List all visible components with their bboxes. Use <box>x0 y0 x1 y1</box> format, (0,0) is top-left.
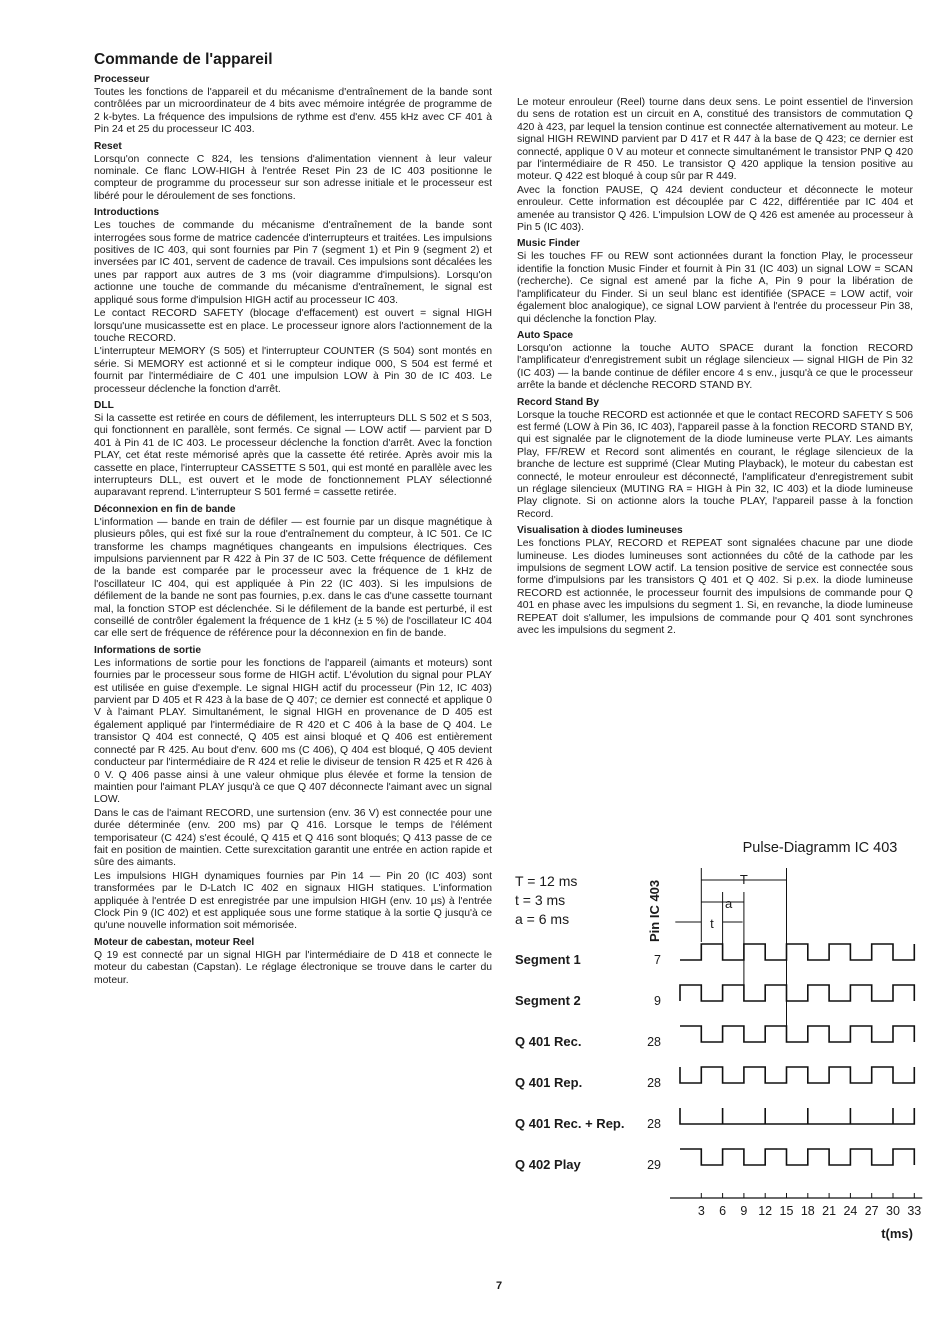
section-paragraph: Les touches de commande du mécanisme d'entraînement de la bande sont interrogées sous forme de matrice cadencée d'interrupteurs et traitées. Les impulsions positives de IC 403, qui sont fournies par Pin 7 (segment 1) et Pin 9 (segment 2) et inversées par IC 401, servent de cadence de travail. Ces impulsions sont décalées les unes par rapport aux autres de 3 ms (voir diagramme d'impulsions). Lorsqu'on actionne une touche de commande du mécanisme d'entraînement, le signal est appliqué sous forme d'impulsion HIGH actif au processeur IC 403. <box>94 220 492 306</box>
mark-t-label: t <box>710 916 714 931</box>
section-paragraph: Le contact RECORD SAFETY (blocage d'effacement) est ouvert = signal HIGH lorsqu'une musicassette est en place. Le processeur ignore alors l'actionnement de la touche RECORD. <box>94 308 492 344</box>
x-tick-label: 15 <box>779 1204 794 1218</box>
section-paragraph: L'information — bande en train de défiler — est fournie par un disque magnétique à plusieurs pôles, qui est fixé sur la roue d'entraînement du compteur, à IC 501. Ce IC transforme les champs magnétiques changeants en impulsions électriques. Ces impulsions parviennent par R 422 à Pin 37 de IC 503. Cette fréquence de défilement de la bande est comparée par le processeur avec la fréquence de 1 kHz de l'oscillateur IC 404, qui est appliquée à Pin 22 (IC 403). Si les impulsions de défilement de la bande ne sont pas fournies, p.ex. dans le cas d'une cassette tournant mal, la fonction STOP est déclenchée. Si le défilement de la bande est perturbé, il est conseillé de contrôler également la fréquence de 1 kHz (± 5 %) de l'oscillateur IC 404 car elle sert de fréquence de référence pour la déconnexion en fin de bande. <box>94 516 492 640</box>
signal-label: Q 401 Rec. <box>515 1034 582 1049</box>
section-paragraph: Lorsque la touche RECORD est actionnée et que le contact RECORD SAFETY S 506 est fermé (LOW à Pin 36, IC 403), l'appareil passe à la fonction RECORD STAND BY, qui est signalée par le clignotement de la diode lumineuse verte PLAY. Les aimants Play, FF/REW et Record sont alimentés en courant, le réglage silencieux de la branche de lecture est supprimé (Clear Muting Playback), le moteur du cabestan est connecté, le moteur enrouleur est déconnecté, l'amplificateur d'enregistrement subit un réglage silencieux (MUTING RA = HIGH à Pin 32, IC 403) et la diode lumineuse Play clignote. Si on actionne alors la touche PLAY, l'appareil passe à la fonction Record. <box>517 409 913 520</box>
signal-label: Segment 1 <box>515 952 581 967</box>
section-paragraph: Toutes les fonctions de l'appareil et du mécanisme d'entraînement de la bande sont contrôlées par un microordinateur de 4 bits avec mémoire intégrée de programme de 2 k-bytes. La fréquence des impulsions de rythme est d'env. 455 kHz avec CF 401 à Pin 24 et 25 du processeur IC 403. <box>94 87 492 136</box>
x-axis-unit: t(ms) <box>881 1226 913 1241</box>
x-tick-label: 9 <box>740 1204 748 1218</box>
section-paragraph: Si les touches FF ou REW sont actionnées durant la fonction Play, le processeur identifie la fonction Music Finder et fournit à Pin 31 (IC 403) un signal LOW = SCAN (recherche). Ce signal est amené par la fiche A, Pin 9 pour la libération de l'amplificateur du Finder. Si un seul blanc est identifiée (SPACE = LOW actif, voir également bloc analogique), ce signal LOW parvient à l'entrée du processeur Pin 38, qui déclenche la fonction Play. <box>517 251 913 325</box>
section-heading: Reset <box>94 140 122 152</box>
signal-waveform <box>680 1149 914 1165</box>
signal-waveform <box>680 1026 914 1042</box>
signal-waveform <box>680 985 914 1001</box>
right-column <box>517 97 913 638</box>
section-paragraph: Lorsqu'on actionne la touche AUTO SPACE durant la fonction RECORD l'amplificateur d'enregistrement subit un réglage silencieux — signal HIGH de Pin 32 (IC 403) — la bande continue de défiler encore 4 s env., jusqu'à ce que le processeur arrête la bande et déclenche RECORD STAND BY. <box>517 342 913 392</box>
signal-pin: 28 <box>647 1035 661 1049</box>
section-paragraph: Q 19 est connecté par un signal HIGH par l'intermédiaire de D 418 et connecte le moteur du cabestan (Capstan). Le réglage électronique se trouve dans le carter du moteur. <box>94 949 492 986</box>
section-heading: Informations de sortie <box>94 644 201 656</box>
section-heading: Auto Space <box>517 329 574 341</box>
signal-pin: 28 <box>647 1076 661 1090</box>
x-tick-label: 24 <box>843 1204 858 1218</box>
right-sections <box>517 97 913 637</box>
section-heading: Record Stand By <box>517 396 600 408</box>
signal-pin: 29 <box>647 1158 661 1172</box>
signal-waveform <box>680 1108 914 1124</box>
signal-label: Q 401 Rep. <box>515 1075 583 1090</box>
section-paragraph: Avec la fonction PAUSE, Q 424 devient conducteur et déconnecte le moteur enrouleur. Cette information est découplée par C 422, différentiée par IC 404 et amenée au transistor Q 426. L'impulsion LOW de Q 426 est amenée au processeur à Pin 5 (IC 403). <box>517 184 913 234</box>
mark-T-label: T <box>739 872 748 887</box>
section-heading: Déconnexion en fin de bande <box>94 503 236 515</box>
left-sections <box>94 73 492 987</box>
section-heading: Processeur <box>94 74 150 85</box>
page-number: 7 <box>496 1280 503 1292</box>
section-paragraph: Lorsqu'on connecte C 824, les tensions d'alimentation viennent à leur valeur nominale. Ce flanc LOW-HIGH à l'entrée Reset Pin 23 de IC 403 positionne le compteur de programme du processeur sur son adresse initiale et le processeur est libéré pour le déroulement de ses fonctions. <box>94 153 492 202</box>
pin-label: Pin IC 403 <box>647 879 662 942</box>
section-heading: Music Finder <box>517 238 580 250</box>
section-heading: Moteur de cabestan, moteur Reel <box>94 936 255 948</box>
x-tick-label: 30 <box>886 1204 900 1218</box>
section-paragraph: Si la cassette est retirée en cours de défilement, les interrupteurs DLL S 502 et S 503, qui fonctionnent en parallèle, sont fermés. Ce signal — LOW actif — parvient par D 401 à Pin 41 de IC 403. Le processeur déclenche la fonction d'arrêt. Avec la fonction PLAY, cet état reste mémorisé après que la cassette été retirée. Après avoir mis la cassette en place, l'interrupteur CASSETTE S 501, qui est monté en parallèle avec les interrupteurs DLL, est ouvert et le mode de fonctionnement PLAY sélectionné auparavant reprend. L'interrupteur S 501 fermé = cassette retirée. <box>94 412 492 499</box>
x-tick-label: 33 <box>907 1204 922 1218</box>
x-tick-label: 12 <box>758 1204 773 1218</box>
signal-label: Segment 2 <box>515 993 581 1008</box>
section-heading: Visualisation à diodes lumineuses <box>517 525 683 537</box>
pulse-diagram-svg <box>505 830 925 1260</box>
section-paragraph: Les informations de sortie pour les fonctions de l'appareil (aimants et moteurs) sont fournies par le processeur sous forme de HIGH actif. L'évolution du signal pour PLAY est utilisée en guise d'exemple. Le signal HIGH actif du processeur (Pin 12, IC 403) parvient par D 405 et R 423 à la base de Q 407; ce dernier est connecté et applique 0 V à l'aimant PLAY. Simultanément, le signal HIGH en provenance de D 405 est également appliqué par l'intermédiaire de R 420 et C 406 à la base de Q 404. Le transistor Q 404 est connecté, Q 405 est ainsi bloqué et Q 406 est entièrement connecté par R 425. Au bout d'env. 600 ms (C 406), Q 404 est bloqué, Q 405 devient conducteur par l'intermédiaire de R 424 et relie le diviseur de tension R 425 et R 426 à 0 V. Q 406 passe ainsi à une valeur ohmique plus élevée et forme la tension de maintien pour l'aimant PLAY jusqu'à ce que Q 407 déconnecte l'aimant avec un signal LOW. <box>94 657 492 806</box>
section-paragraph: Dans le cas de l'aimant RECORD, une surtension (env. 36 V) est connectée pour une durée déterminée (env. 200 ms) par Q 416. Lorsque le temps de l'élément temporisateur (C 424) s'est écoulé, Q 415 et Q 416 sont bloqués; Q 413 passe de ce fait en position de maintien. Cette surexcitation garantit une entrée en action rapide et sûre des aimants. <box>94 807 492 869</box>
pulse-diagram <box>505 830 925 1265</box>
section-paragraph: Les impulsions HIGH dynamiques fournies par Pin 14 — Pin 20 (IC 403) sont transformées par le D-Latch IC 402 en signaux HIGH statiques. L'information appliquée à l'entrée D est enregistrée par une impulsion HIGH (env. 10 µs) à l'entrée Clock Pin 9 (IC 402) et est appliquée sous une forme statique à la sortie Q jusqu'à ce qu'une nouvelle information soit mémorisée. <box>94 870 492 932</box>
signal-pin: 9 <box>654 994 661 1008</box>
section-paragraph: Le moteur enrouleur (Reel) tourne dans deux sens. Le point essentiel de l'inversion du sens de rotation est un circuit en A, constitué des transistors de commutation Q 420 à 423, par lequel la tension continue est connectée alternativement au moteur. Le signal HIGH REWIND parvient par D 417 et R 447 à la base de Q 423; ce dernier est connecté, applique 0 V au moteur et connecte simultanément le transistor PNP Q 420 par l'intermédiaire de R 450. Le transistor Q 420 applique la tension positive au moteur. Q 422 est bloqué à coup sûr par R 449. <box>517 97 913 183</box>
signal-waveform <box>680 1067 914 1083</box>
section-paragraph: L'interrupteur MEMORY (S 505) et l'interrupteur COUNTER (S 504) sont montés en série. Si MEMORY est actionné et si le compteur indique 000, S 504 est fermé et fournit par l'intermédiaire de C 401 une impulsion LOW à Pin 30 de IC 403. Le processeur déclenche la fonction d'arrêt. <box>94 346 492 395</box>
x-tick-label: 6 <box>719 1204 727 1218</box>
diagram-param: a = 6 ms <box>515 911 570 927</box>
x-tick-label: 18 <box>800 1204 815 1218</box>
signal-label: Q 402 Play <box>515 1157 581 1172</box>
section-heading: DLL <box>94 399 114 411</box>
x-tick-label: 21 <box>822 1204 837 1218</box>
x-tick-label: 3 <box>697 1204 705 1218</box>
signal-label: Q 401 Rec. + Rep. <box>515 1116 625 1131</box>
section-paragraph: Les fonctions PLAY, RECORD et REPEAT sont signalées chacune par une diode lumineuse. Les diodes lumineuses sont actionnées du côté de la cathode par les impulsions de segment LOW actif. La tension positive de service est connectée sous forme d'impulsions par les transistors Q 401 et Q 402. Si p.ex. la diode lumineuse RECORD est actionnée, le processeur fournit des impulsions de commande pour Q 401 en phase avec les impulsions du segment 1. Si, en revanche, la diode lumineuse REPEAT doit s'allumer, les impulsions de commande pour Q 401 sont synchrones avec les impulsions du segment 2. <box>517 538 913 637</box>
signal-pin: 28 <box>647 1117 661 1131</box>
mark-a-label: a <box>724 896 733 911</box>
diagram-param: t = 3 ms <box>515 892 566 908</box>
section-heading: Introductions <box>94 207 160 219</box>
left-column <box>94 50 492 988</box>
diagram-param: T = 12 ms <box>515 873 578 889</box>
signal-pin: 7 <box>654 953 661 967</box>
page-title: Commande de l'appareil <box>94 51 273 68</box>
x-tick-label: 27 <box>864 1204 879 1218</box>
signal-waveform <box>680 944 914 960</box>
diagram-title: Pulse-Diagramm IC 403 <box>742 840 898 856</box>
